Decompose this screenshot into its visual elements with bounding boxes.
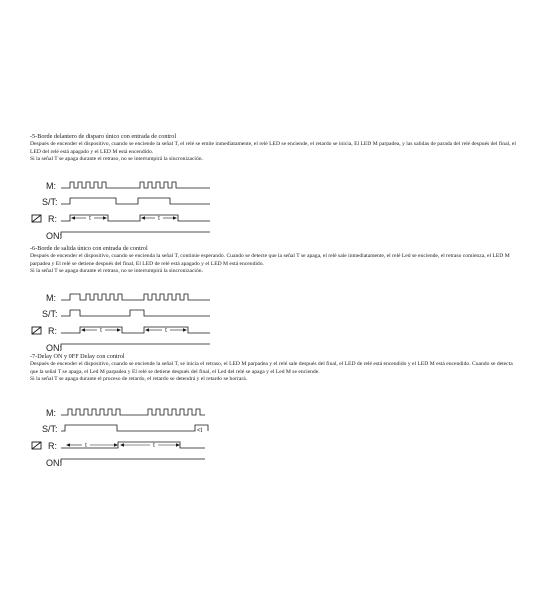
section-5-paragraph-1: Después de encender el dispositivo, cuando se enciende la señal T, el relé se emite inmediatamente, el relé LED se enciende, el retardo se inicia, El LED M parpadea, y las salidas de parada del relé después del final, el LED del relé está apagado y el LED M está encendido. xyxy=(30,141,516,155)
section-5-title: -5-Borde delantero de disparo único con entrada de control xyxy=(30,133,177,140)
section-7-timing-diagram xyxy=(30,404,230,470)
section-6-on-waveform xyxy=(61,344,210,350)
section-7-title: -7-Delay ON y 0FF Delay con control xyxy=(30,353,125,360)
section-7-text xyxy=(30,353,516,384)
section-6-delay-t-2: t xyxy=(165,328,167,334)
section-6-st-label: S/T: xyxy=(42,309,58,319)
section-5-on-label: ON: xyxy=(46,231,63,241)
relay-icon xyxy=(32,442,41,449)
section-7-delay-arrow-2 xyxy=(120,443,180,449)
section-6-timing-diagram xyxy=(30,289,230,355)
section-6-r-label: R: xyxy=(48,326,57,336)
section-5-on-waveform xyxy=(61,232,210,238)
section-6-paragraph-1: Después de encender el dispositivo, cuando se encienda la señal T, continúe esperando. Cuando se detecte que la señal T se apaga, el relé sale inmediatamente, el relé Led se enciende, el retraso comienza, el LED M parpadea y El relé se detiene después del final, El LED de relé está apagado y el LED M está encendido. xyxy=(30,253,510,267)
section-6-m-label: M: xyxy=(46,293,56,303)
section-7-short-t: <t xyxy=(197,428,203,434)
section-7-m-waveform xyxy=(61,409,205,415)
relay-icon xyxy=(32,215,41,222)
section-7-st-waveform xyxy=(61,425,208,431)
section-6-delay-t-1: t xyxy=(100,328,102,334)
section-6-st-waveform xyxy=(61,310,210,316)
section-5-delay-t-2: t xyxy=(158,216,160,222)
section-5-text xyxy=(30,133,516,164)
section-7-r-label: R: xyxy=(48,441,57,451)
section-5-delay-arrow-2 xyxy=(141,216,177,222)
section-7-delay-t-1: t xyxy=(85,443,87,449)
section-7-on-waveform xyxy=(61,459,205,465)
section-7-on-label: ON: xyxy=(46,458,63,468)
section-5-timing-diagram xyxy=(30,177,230,243)
section-7-paragraph-1: Después de encender el dispositivo, cuando se enciende la señal T, se inicia el retraso, el LED M parpadea y el relé sale después del final, el LED de relé está encendido y el LED M está encendido. Cuando se detecta que la señal T se apaga, el Led M parpadea y El relé se detiene después del final, el Led del relé se apaga y el Led M se enciende. xyxy=(30,361,513,375)
section-6-m-waveform xyxy=(61,294,210,300)
section-6-delay-arrow-2 xyxy=(145,328,187,334)
section-5-paragraph-2: Si la señal T se apaga durante el retraso, no se interrumpirá la sincronización. xyxy=(30,156,203,163)
section-6-on-label: ON: xyxy=(46,343,63,353)
section-7-delay-t-2: t xyxy=(153,443,155,449)
section-5-delay-arrow-1 xyxy=(71,216,107,222)
section-7-m-label: M: xyxy=(46,408,56,418)
section-6-text xyxy=(30,245,516,276)
section-6-paragraph-2: Si la señal T se apaga durante el retraso, no se interrumpirá la sincronización. xyxy=(30,268,203,275)
section-6-title: -6-Borde de salida único con entrada de control xyxy=(30,245,148,252)
section-5-st-label: S/T: xyxy=(42,197,58,207)
relay-icon xyxy=(32,327,41,334)
section-6-delay-arrow-1 xyxy=(81,328,121,334)
section-5-m-label: M: xyxy=(46,181,56,191)
section-5-m-waveform xyxy=(61,182,210,188)
section-5-st-waveform xyxy=(61,198,210,204)
section-7-paragraph-2: Si la señal T se apaga durante el proceso de retardo, el retardo se detendrá y el retardo se borrará. xyxy=(30,376,248,383)
section-5-r-label: R: xyxy=(48,214,57,224)
section-5-delay-t-1: t xyxy=(89,216,91,222)
section-7-st-label: S/T: xyxy=(42,424,58,434)
